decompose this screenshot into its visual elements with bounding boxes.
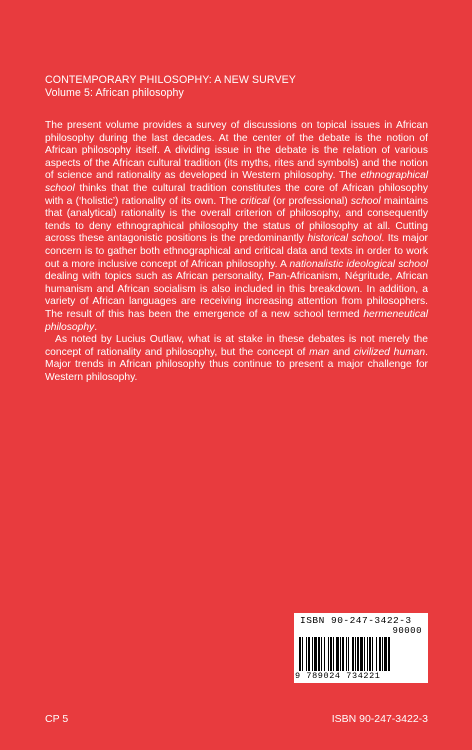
barcode-bar bbox=[321, 637, 322, 671]
barcode-price-code: 90000 bbox=[392, 626, 422, 636]
barcode-bar bbox=[360, 637, 363, 671]
barcode-bar bbox=[372, 637, 373, 671]
barcode-bar bbox=[340, 637, 341, 671]
text-run: dealing with topics such as African personality, Pan-Africanism, Négritude, African humanism and African socialism is also included in this breakdown. In addition, a variety of African languages are receiving increasing attention from philosophers. The result of this has been the emergence of a new school termed bbox=[45, 271, 428, 320]
barcode-bar bbox=[376, 637, 377, 671]
barcode-bar bbox=[314, 637, 317, 671]
barcode-isbn-text: ISBN 90-247-3422-3 bbox=[300, 615, 412, 626]
text-run: . Major trends in African philosophy thus continue to present a major challenge for Western philosophy. bbox=[45, 346, 428, 383]
barcode-bar bbox=[308, 637, 310, 671]
italic-term: school bbox=[350, 195, 381, 207]
barcode-ean-digits: 9 789024 734221 bbox=[295, 671, 381, 681]
barcode-bar bbox=[333, 637, 334, 671]
barcode-bar bbox=[348, 637, 349, 671]
text-run: (or professional) bbox=[269, 195, 351, 207]
series-code: CP 5 bbox=[45, 713, 69, 725]
text-run: . Its major concern is to gather both ethnographical and critical data and texts in order to work out a more inclusive concept of African philosophy. A bbox=[45, 233, 428, 270]
footer-isbn: ISBN 90-247-3422-3 bbox=[331, 713, 428, 725]
barcode-bar bbox=[367, 637, 368, 671]
italic-term: historical school bbox=[307, 233, 382, 245]
barcode-bar bbox=[382, 637, 383, 671]
barcode-bar bbox=[355, 637, 356, 671]
barcode-bar bbox=[302, 637, 303, 671]
italic-term: hermeneutical philosophy bbox=[45, 308, 428, 333]
text-run: As noted by Lucius Outlaw, what is at stake in these debates is not merely the concept of rationality and philosophy, but the concept of bbox=[45, 334, 428, 358]
barcode-bar bbox=[324, 637, 325, 671]
volume-title: Volume 5: African philosophy bbox=[45, 87, 184, 99]
barcode-bar bbox=[328, 637, 329, 671]
barcode-bar bbox=[364, 637, 365, 671]
barcode-bar bbox=[346, 637, 347, 671]
italic-term: critical bbox=[240, 195, 270, 207]
series-heading bbox=[45, 74, 296, 100]
barcode-bar bbox=[306, 637, 307, 671]
barcode-bar bbox=[299, 637, 301, 671]
barcode-bar bbox=[388, 637, 390, 671]
barcode-bar bbox=[369, 637, 371, 671]
italic-term: man bbox=[309, 346, 330, 358]
barcode-bar bbox=[384, 637, 387, 671]
blurb bbox=[45, 120, 428, 384]
barcode-bar bbox=[336, 637, 339, 671]
text-run: The present volume provides a survey of discussions on topical issues in African philosophy during the last decades. At the center of the debate is the notion of African philosophy itself. A dividing issue in the debate is the relation of various aspects of the African cultural tradition (its myths, rites and symbols) and the notion of science and rationality as developed in Western philosophy. The bbox=[45, 120, 428, 182]
italic-term: ethnographical school bbox=[45, 170, 428, 194]
series-title: CONTEMPORARY PHILOSOPHY: A NEW SURVEY bbox=[45, 74, 296, 86]
barcode-bar bbox=[379, 637, 381, 671]
barcode-bar bbox=[342, 637, 344, 671]
barcode-bar bbox=[357, 637, 359, 671]
text-run: maintains that (analytical) rationality is the overall criterion of philosophy, and consequently tends to deny ethnographical philosophy the status of philosophy at all. Cutting across these antagonistic positions is the predominantly bbox=[45, 195, 428, 245]
barcode-bar bbox=[312, 637, 313, 671]
text-run: thinks that the cultural tradition constitutes the core of African philosophy with a (‘holistic’) rationality of its own. The bbox=[45, 182, 428, 207]
barcode-bar bbox=[330, 637, 332, 671]
blurb-paragraph-2 bbox=[45, 334, 428, 384]
blurb-paragraph-1 bbox=[45, 120, 428, 334]
isbn-barcode bbox=[294, 613, 428, 683]
italic-term: nationalistic ideological school bbox=[289, 258, 428, 270]
text-run: and bbox=[329, 346, 354, 358]
barcode-bar bbox=[352, 637, 354, 671]
barcode-bars bbox=[299, 637, 423, 671]
italic-term: civilized human bbox=[353, 346, 426, 358]
text-run: . bbox=[94, 321, 98, 333]
barcode-bar bbox=[318, 637, 320, 671]
